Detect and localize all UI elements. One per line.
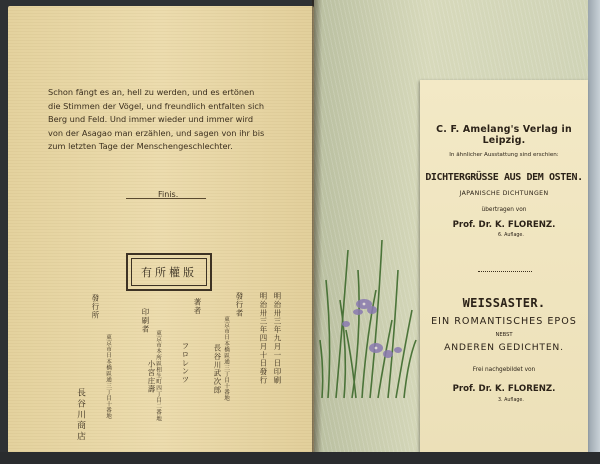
left-page	[8, 6, 314, 458]
colophon-printer-address: 東京市本所區相生町四丁目二番地	[155, 330, 161, 422]
finis-label: Finis.	[158, 190, 179, 199]
book2-subtitle2: ANDEREN GEDICHTEN.	[444, 342, 564, 353]
colophon-pub-date: 明治卅三年四月十日發行	[259, 292, 268, 385]
book1-subtitle: JAPANISCHE DICHTUNGEN	[459, 190, 549, 197]
book2-author: Prof. Dr. K. FLORENZ.	[452, 384, 556, 394]
copyright-seal	[126, 253, 212, 291]
book2-title: WEISSASTER.	[462, 296, 546, 310]
colophon-printer-label: 印刷者	[141, 308, 150, 334]
publisher-name: C. F. Amelang's Verlag in Leipzig.	[436, 124, 572, 146]
advert-intro: In ähnlicher Ausstattung sind erschien:	[449, 152, 559, 158]
finis-rule	[126, 198, 206, 199]
iris-illustration	[318, 220, 418, 400]
advert-divider	[478, 271, 532, 272]
book2-translator-note: Frei nachgebildet von	[472, 367, 536, 373]
book1-author: Prof. Dr. K. FLORENZ.	[452, 220, 556, 230]
colophon-publisher-address: 東京市日本橋區通三丁目十番地	[223, 316, 229, 402]
book1-translator-note: übertragen von	[481, 207, 527, 213]
book2-edition: 3. Auflage.	[498, 398, 524, 403]
book2-subtitle: EIN ROMANTISCHES EPOS	[431, 316, 577, 327]
colophon-author-label: 著者	[193, 298, 202, 315]
iris-leaves	[320, 240, 416, 398]
seal-text: 有所權版	[131, 258, 207, 286]
colophon-publisher-name: 長谷川武次郎	[213, 344, 222, 395]
epilogue-text: Schon fängt es an, hell zu werden, und es ertönen die Stimmen der Vögel, und freundlich entfalten sich Berg und Feld. Und immer wieder und immer wird von der Asagao man erzählen, und sagen von ihr bis zum letzten Tage der Menschengeschlechter.	[48, 87, 265, 151]
colophon-author-name: フロレンツ	[181, 342, 190, 384]
book1-title: DICHTERGRÜSSE AUS DEM OSTEN.	[425, 172, 583, 183]
colophon-shop-label: 發行所	[91, 294, 100, 320]
colophon-shop-name: 長谷川商店	[75, 388, 85, 442]
colophon-print-date: 明治卅三年九月一日印刷	[273, 292, 282, 385]
publisher-advert-label	[420, 80, 588, 460]
colophon-printer-name: 小宮庄壽	[147, 360, 156, 394]
cover-edge	[588, 0, 600, 464]
scan-background	[0, 452, 600, 464]
book1-edition: 6. Auflage.	[498, 233, 524, 238]
colophon-shop-address: 東京市日本橋區通三丁目十番地	[105, 334, 111, 420]
colophon	[75, 292, 288, 442]
book2-nebst: NEBST	[495, 332, 513, 338]
colophon-publisher-label: 發行者	[235, 292, 244, 318]
